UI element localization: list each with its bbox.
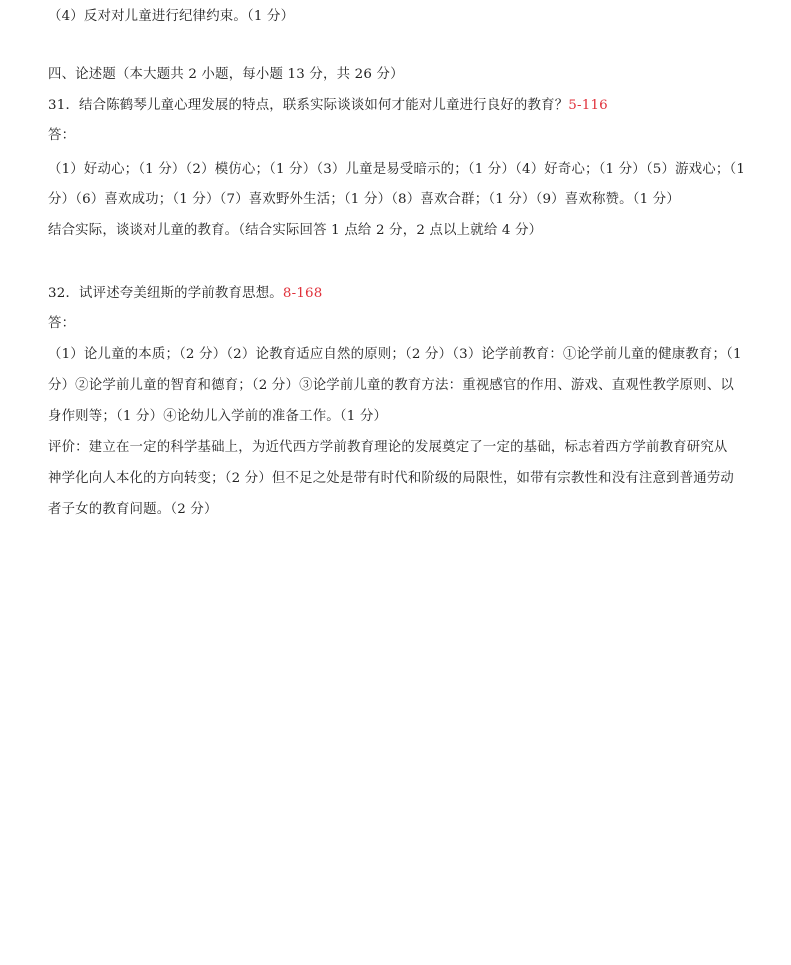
previous-answer-item: （4）反对对儿童进行纪律约束。（1 分） [48,9,295,24]
question-32-evaluation-line: 评价：建立在一定的科学基础上，为近代西方学前教育理论的发展奠定了一定的基础，标志着西方学前教育研究从 [48,440,728,455]
question-32-text: 32．试评述夸美纽斯的学前教育思想。 [48,286,283,301]
question-32-prompt [48,285,323,303]
question-32-evaluation-line: 者子女的教育问题。（2 分） [48,502,218,517]
question-31-prompt [48,97,608,115]
question-31-text: 31．结合陈鹤琴儿童心理发展的特点，联系实际谈谈如何才能对儿童进行良好的教育？ [48,98,569,113]
section-heading: 四、论述题（本大题共 2 小题，每小题 13 分，共 26 分） [48,67,404,82]
question-31-answer-label: 答： [48,128,76,143]
question-31-answer-line: 分）（6）喜欢成功；（1 分）（7）喜欢野外生活；（1 分）（8）喜欢合群；（1 分）（9）喜欢称赞。（1 分） [48,192,680,207]
question-32-evaluation-line: 神学化向人本化的方向转变；（2 分）但不足之处是带有时代和阶级的局限性，如带有宗教性和没有注意到普通劳动 [48,471,735,486]
question-32-answer-line: 身作则等；（1 分）④论幼儿入学前的准备工作。（1 分） [48,409,388,424]
question-31-answer-line: 结合实际，谈谈对儿童的教育。（结合实际回答 1 点给 2 分，2 点以上就给 4 分） [48,223,543,238]
question-32-answer-label: 答： [48,316,76,331]
question-31-answer-line: （1）好动心；（1 分）（2）模仿心；（1 分）（3）儿童是易受暗示的；（1 分）（4）好奇心；（1 分）（5）游戏心；（1 [48,162,746,177]
question-32-answer-line: （1）论儿童的本质；（2 分）（2）论教育适应自然的原则；（2 分）（3）论学前教育：①论学前儿童的健康教育；（1 [48,347,742,362]
question-32-page-ref: 8-168 [282,286,323,301]
question-31-page-ref: 5-116 [568,98,608,113]
question-32-answer-line: 分）②论学前儿童的智育和德育；（2 分）③论学前儿童的教育方法：重视感官的作用、游戏、直观性教学原则、以 [48,378,735,393]
